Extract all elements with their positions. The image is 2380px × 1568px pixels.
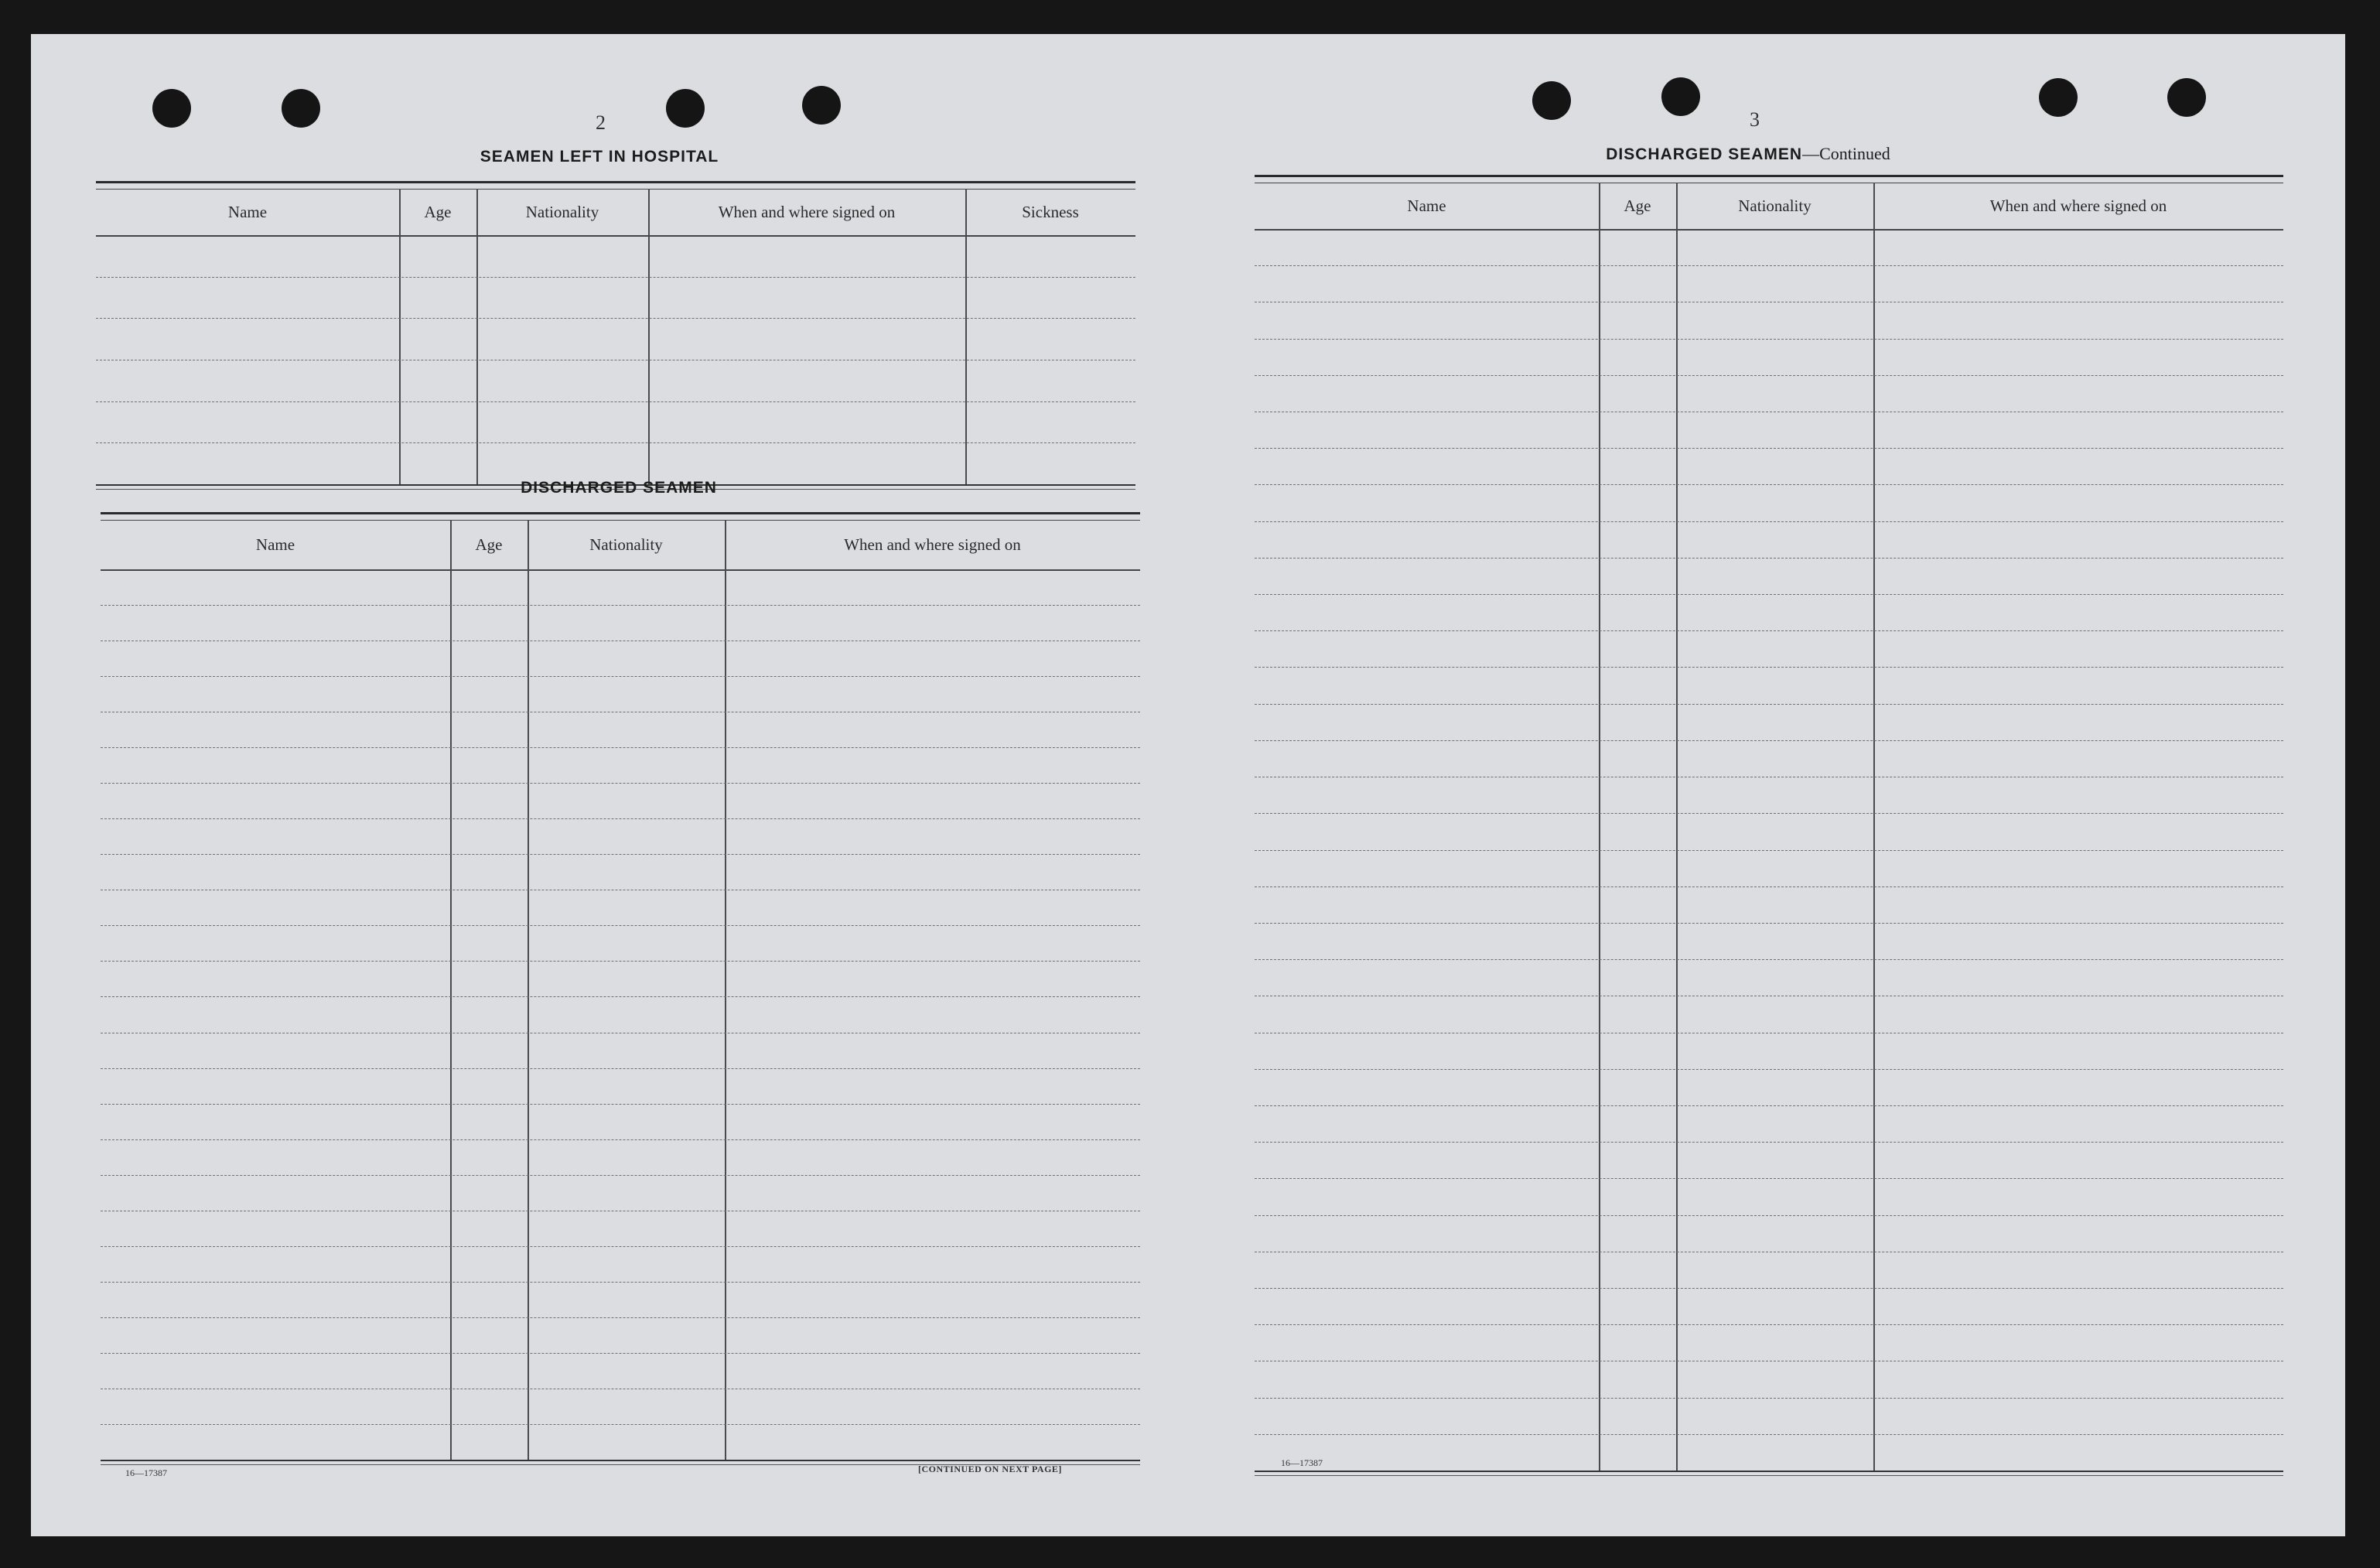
column-header-signed-on: When and where signed on <box>1989 196 2167 215</box>
discharged-table <box>101 512 1140 1475</box>
punch-hole <box>802 86 841 125</box>
discharged-continued-table <box>1255 175 2283 1482</box>
table-row <box>101 1068 1140 1069</box>
column-header-nationality: Nationality <box>589 535 663 554</box>
punch-hole <box>666 89 705 128</box>
table-row <box>1255 959 2283 960</box>
continued-suffix: —Continued <box>1802 144 1890 163</box>
table-row <box>1255 923 2283 924</box>
table-row <box>1255 704 2283 705</box>
punch-hole <box>282 89 320 128</box>
table-row <box>1255 448 2283 449</box>
column-header-sickness: Sickness <box>1022 202 1079 221</box>
punch-hole <box>1661 77 1700 116</box>
column-header-signed-on: When and where signed on <box>718 202 896 221</box>
hospital-section-title: SEAMEN LEFT IN HOSPITAL <box>480 148 719 166</box>
right-page <box>1191 34 2345 1536</box>
table-row <box>1255 558 2283 559</box>
table-row <box>96 442 1135 443</box>
table-row <box>101 676 1140 677</box>
left-page <box>31 34 1191 1536</box>
table-row <box>1255 1069 2283 1070</box>
header-separator <box>96 235 1135 237</box>
table-row <box>1255 375 2283 376</box>
column-header-signed-on: When and where signed on <box>844 535 1021 554</box>
discharged-continued-title-text: DISCHARGED SEAMEN <box>1606 145 1803 163</box>
table-row <box>1255 1324 2283 1325</box>
table-row <box>96 401 1135 402</box>
column-divider <box>528 520 529 1460</box>
table-row <box>101 747 1140 748</box>
table-row <box>1255 339 2283 340</box>
table-row <box>1255 630 2283 631</box>
table-row <box>1255 521 2283 522</box>
table-row <box>101 1282 1140 1283</box>
table-row <box>101 925 1140 926</box>
column-header-age: Age <box>475 535 503 554</box>
table-row <box>1255 1398 2283 1399</box>
table-row <box>1255 1434 2283 1435</box>
table-row <box>1255 484 2283 485</box>
table-row <box>1255 594 2283 595</box>
table-row <box>101 783 1140 784</box>
table-row <box>96 318 1135 319</box>
column-header-name: Name <box>255 535 295 554</box>
discharged-section-title: DISCHARGED SEAMEN <box>521 479 717 497</box>
table-row <box>1255 667 2283 668</box>
table-row <box>1255 1105 2283 1106</box>
form-number: 16—17387 <box>1281 1457 1323 1468</box>
document-sheet <box>31 34 2345 1536</box>
discharged-continued-title <box>1555 144 1941 164</box>
table-row <box>96 277 1135 278</box>
page-number: 2 <box>596 111 606 134</box>
column-header-name: Name <box>227 202 268 221</box>
table-row <box>101 1246 1140 1247</box>
page-number: 3 <box>1750 108 1760 131</box>
column-divider <box>725 520 726 1460</box>
table-row <box>101 961 1140 962</box>
table-row <box>1255 740 2283 741</box>
table-row <box>101 1317 1140 1318</box>
table-row <box>101 1139 1140 1140</box>
continued-note: [CONTINUED ON NEXT PAGE] <box>918 1464 1062 1474</box>
table-row <box>101 854 1140 855</box>
table-row <box>1255 813 2283 814</box>
column-header-nationality: Nationality <box>1738 196 1811 215</box>
table-row <box>101 996 1140 997</box>
form-number: 16—17387 <box>125 1467 167 1478</box>
table-row <box>101 1424 1140 1425</box>
table-bottom-rule <box>1255 1471 2283 1476</box>
header-separator <box>1255 229 2283 231</box>
table-row <box>1255 1288 2283 1289</box>
table-row <box>1255 850 2283 851</box>
table-row <box>101 818 1140 819</box>
column-header-age: Age <box>1624 196 1651 215</box>
column-header-name: Name <box>1407 196 1446 215</box>
hospital-table <box>96 181 1135 490</box>
punch-hole <box>2167 78 2206 117</box>
punch-hole <box>1532 81 1571 120</box>
header-separator <box>101 569 1140 571</box>
table-row <box>101 1104 1140 1105</box>
punch-hole <box>2039 78 2078 117</box>
table-row <box>1255 265 2283 266</box>
column-divider <box>450 520 452 1460</box>
table-row <box>101 1353 1140 1354</box>
column-header-age: Age <box>424 202 452 221</box>
table-row <box>101 605 1140 606</box>
table-row <box>101 1175 1140 1176</box>
punch-hole <box>152 89 191 128</box>
table-row <box>1255 1215 2283 1216</box>
table-row <box>1255 886 2283 887</box>
column-header-nationality: Nationality <box>525 202 599 221</box>
table-row <box>1255 1178 2283 1179</box>
table-row <box>1255 1142 2283 1143</box>
